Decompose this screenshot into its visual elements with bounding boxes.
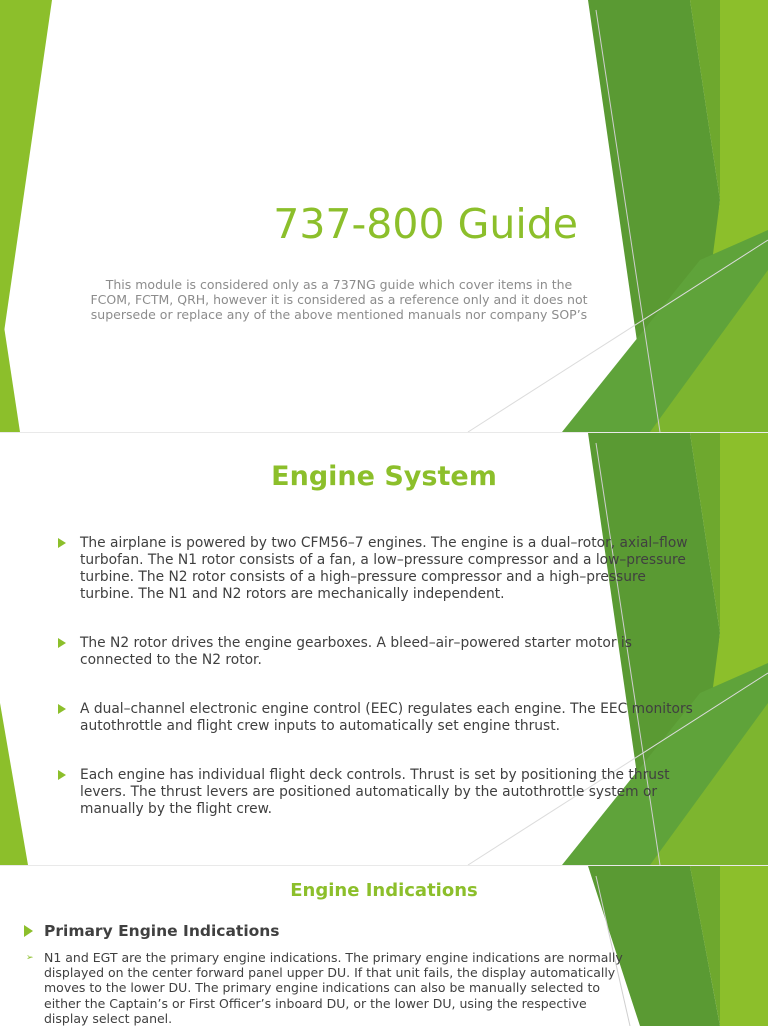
bullet-arrow-icon [58, 704, 66, 714]
list-item [58, 701, 698, 735]
bullet-arrow-icon [58, 538, 66, 548]
section-heading [24, 922, 280, 940]
section-paragraph [24, 950, 624, 1026]
list-item [58, 767, 698, 818]
title-slide [0, 0, 768, 432]
list-item [58, 535, 698, 603]
bullet-text: The airplane is powered by two CFM56–7 engines. The engine is a dual–rotor, axial–flow turbofan. The N1 rotor consists of a fan, a low–pressure compressor and a low–pressure turbine. The N2 rotor consists of a high–pressure compressor and a high–pressure turbine. The N1 and N2 rotors are mechanically independent. [80, 535, 688, 602]
engine-indications-slide [0, 866, 768, 1026]
slide-title: Engine System [271, 461, 497, 492]
slide-subtitle: This module is considered only as a 737NG guide which cover items in the FCOM, FCTM, QRH, however it is considered as a reference only and it does not supersede or replace any of the above mentioned manuals nor company SOP’s [90, 277, 588, 322]
bullet-arrow-icon [58, 638, 66, 648]
bullet-text: A dual–channel electronic engine control (EEC) regulates each engine. The EEC monitors autothrottle and flight crew inputs to automatically set engine thrust. [80, 701, 693, 734]
slide-title: Engine Indications [290, 880, 478, 901]
section-heading-text: Primary Engine Indications [44, 922, 280, 940]
list-item [58, 635, 698, 669]
sub-bullet-arrow-icon: ➢ [26, 953, 34, 963]
slide-title: 737-800 Guide [273, 200, 578, 248]
bullet-arrow-icon [58, 770, 66, 780]
bullet-text: Each engine has individual flight deck controls. Thrust is set by positioning the thrust levers. The thrust levers are positioned automatically by the autothrottle system or manually by the flight crew. [80, 767, 670, 817]
bullet-list [58, 535, 698, 818]
bullet-arrow-icon [24, 925, 33, 937]
bullet-text: The N2 rotor drives the engine gearboxes. A bleed–air–powered starter motor is connected to the N2 rotor. [80, 635, 632, 668]
paragraph-text: N1 and EGT are the primary engine indications. The primary engine indications are normally displayed on the center forward panel upper DU. If that unit fails, the display automatically moves to the lower DU. The primary engine indications can also be manually selected to either the Captain’s or First Officer’s inboard DU, or the lower DU, using the respective display select panel. [44, 950, 623, 1026]
engine-system-slide [0, 433, 768, 865]
